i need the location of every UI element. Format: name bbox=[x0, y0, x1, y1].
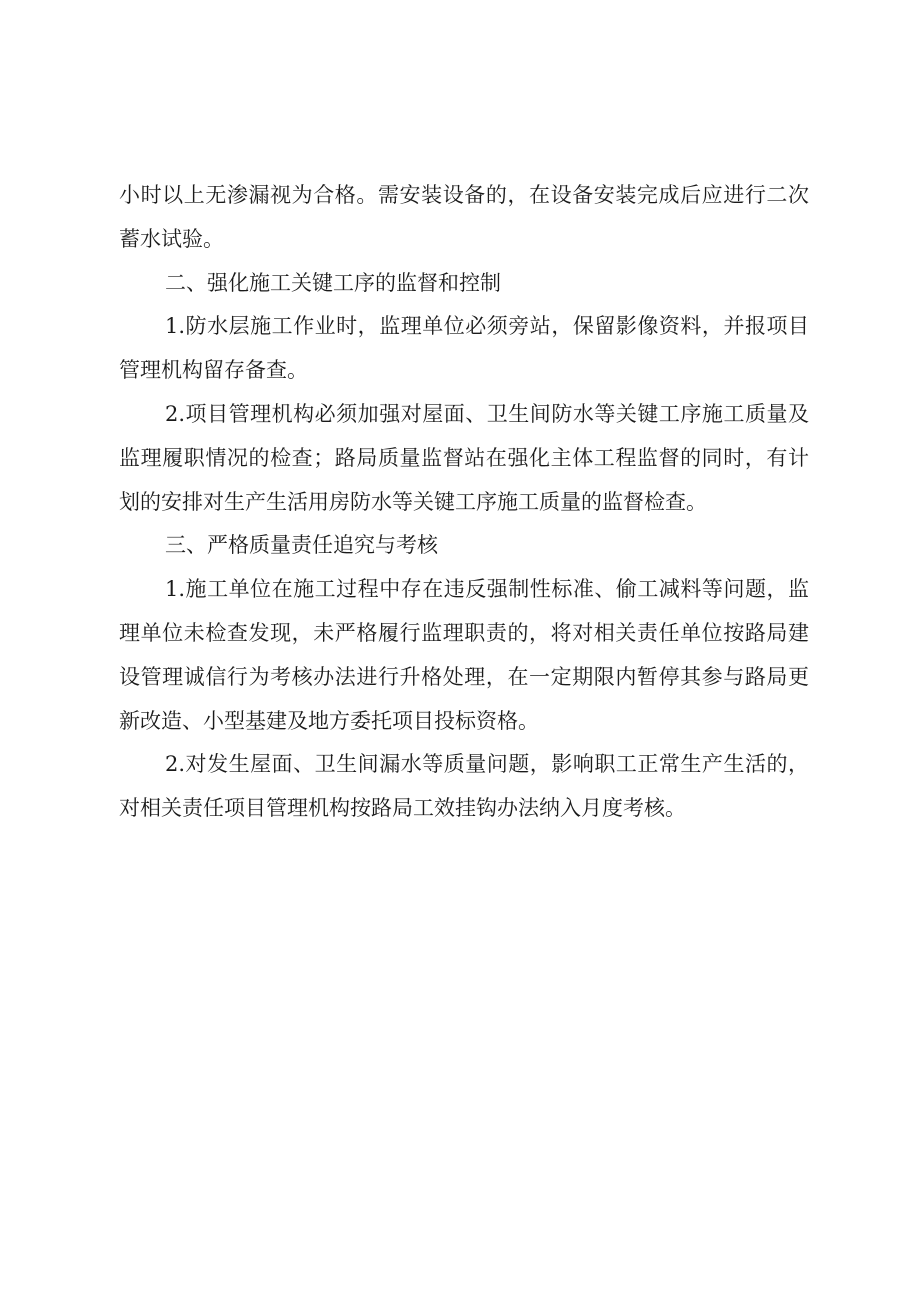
section-heading-2: 二、强化施工关键工序的监督和控制 bbox=[165, 270, 501, 295]
paragraph-2-1: 1.防水层施工作业时，监理单位必须旁站，保留影像资料，并报项目管理机构留存备查。 bbox=[119, 314, 809, 383]
paragraph-3-2: 2.对发生屋面、卫生间漏水等质量问题，影响职工正常生产生活的，对相关责任项目管理机构按路局工效挂钩办法纳入月度考核。 bbox=[119, 752, 809, 821]
paragraph-2-2: 2.项目管理机构必须加强对屋面、卫生间防水等关键工序施工质量及监理履职情况的检查；路局质量监督站在强化主体工程监督的同时，有计划的安排对生产生活用房防水等关键工序施工质量的监督检查。 bbox=[119, 401, 809, 514]
section-heading-3: 三、严格质量责任追究与考核 bbox=[165, 533, 438, 558]
paragraph-continuation: 小时以上无渗漏视为合格。需安装设备的，在设备安装完成后应进行二次蓄水试验。 bbox=[119, 183, 809, 251]
document-body bbox=[119, 174, 809, 831]
paragraph-3-1: 1.施工单位在施工过程中存在违反强制性标准、偷工减料等问题，监理单位未检查发现，未严格履行监理职责的，将对相关责任单位按路局建设管理诚信行为考核办法进行升格处理，在一定期限内暂停其参与路局更新改造、小型基建及地方委托项目投标资格。 bbox=[119, 577, 809, 733]
